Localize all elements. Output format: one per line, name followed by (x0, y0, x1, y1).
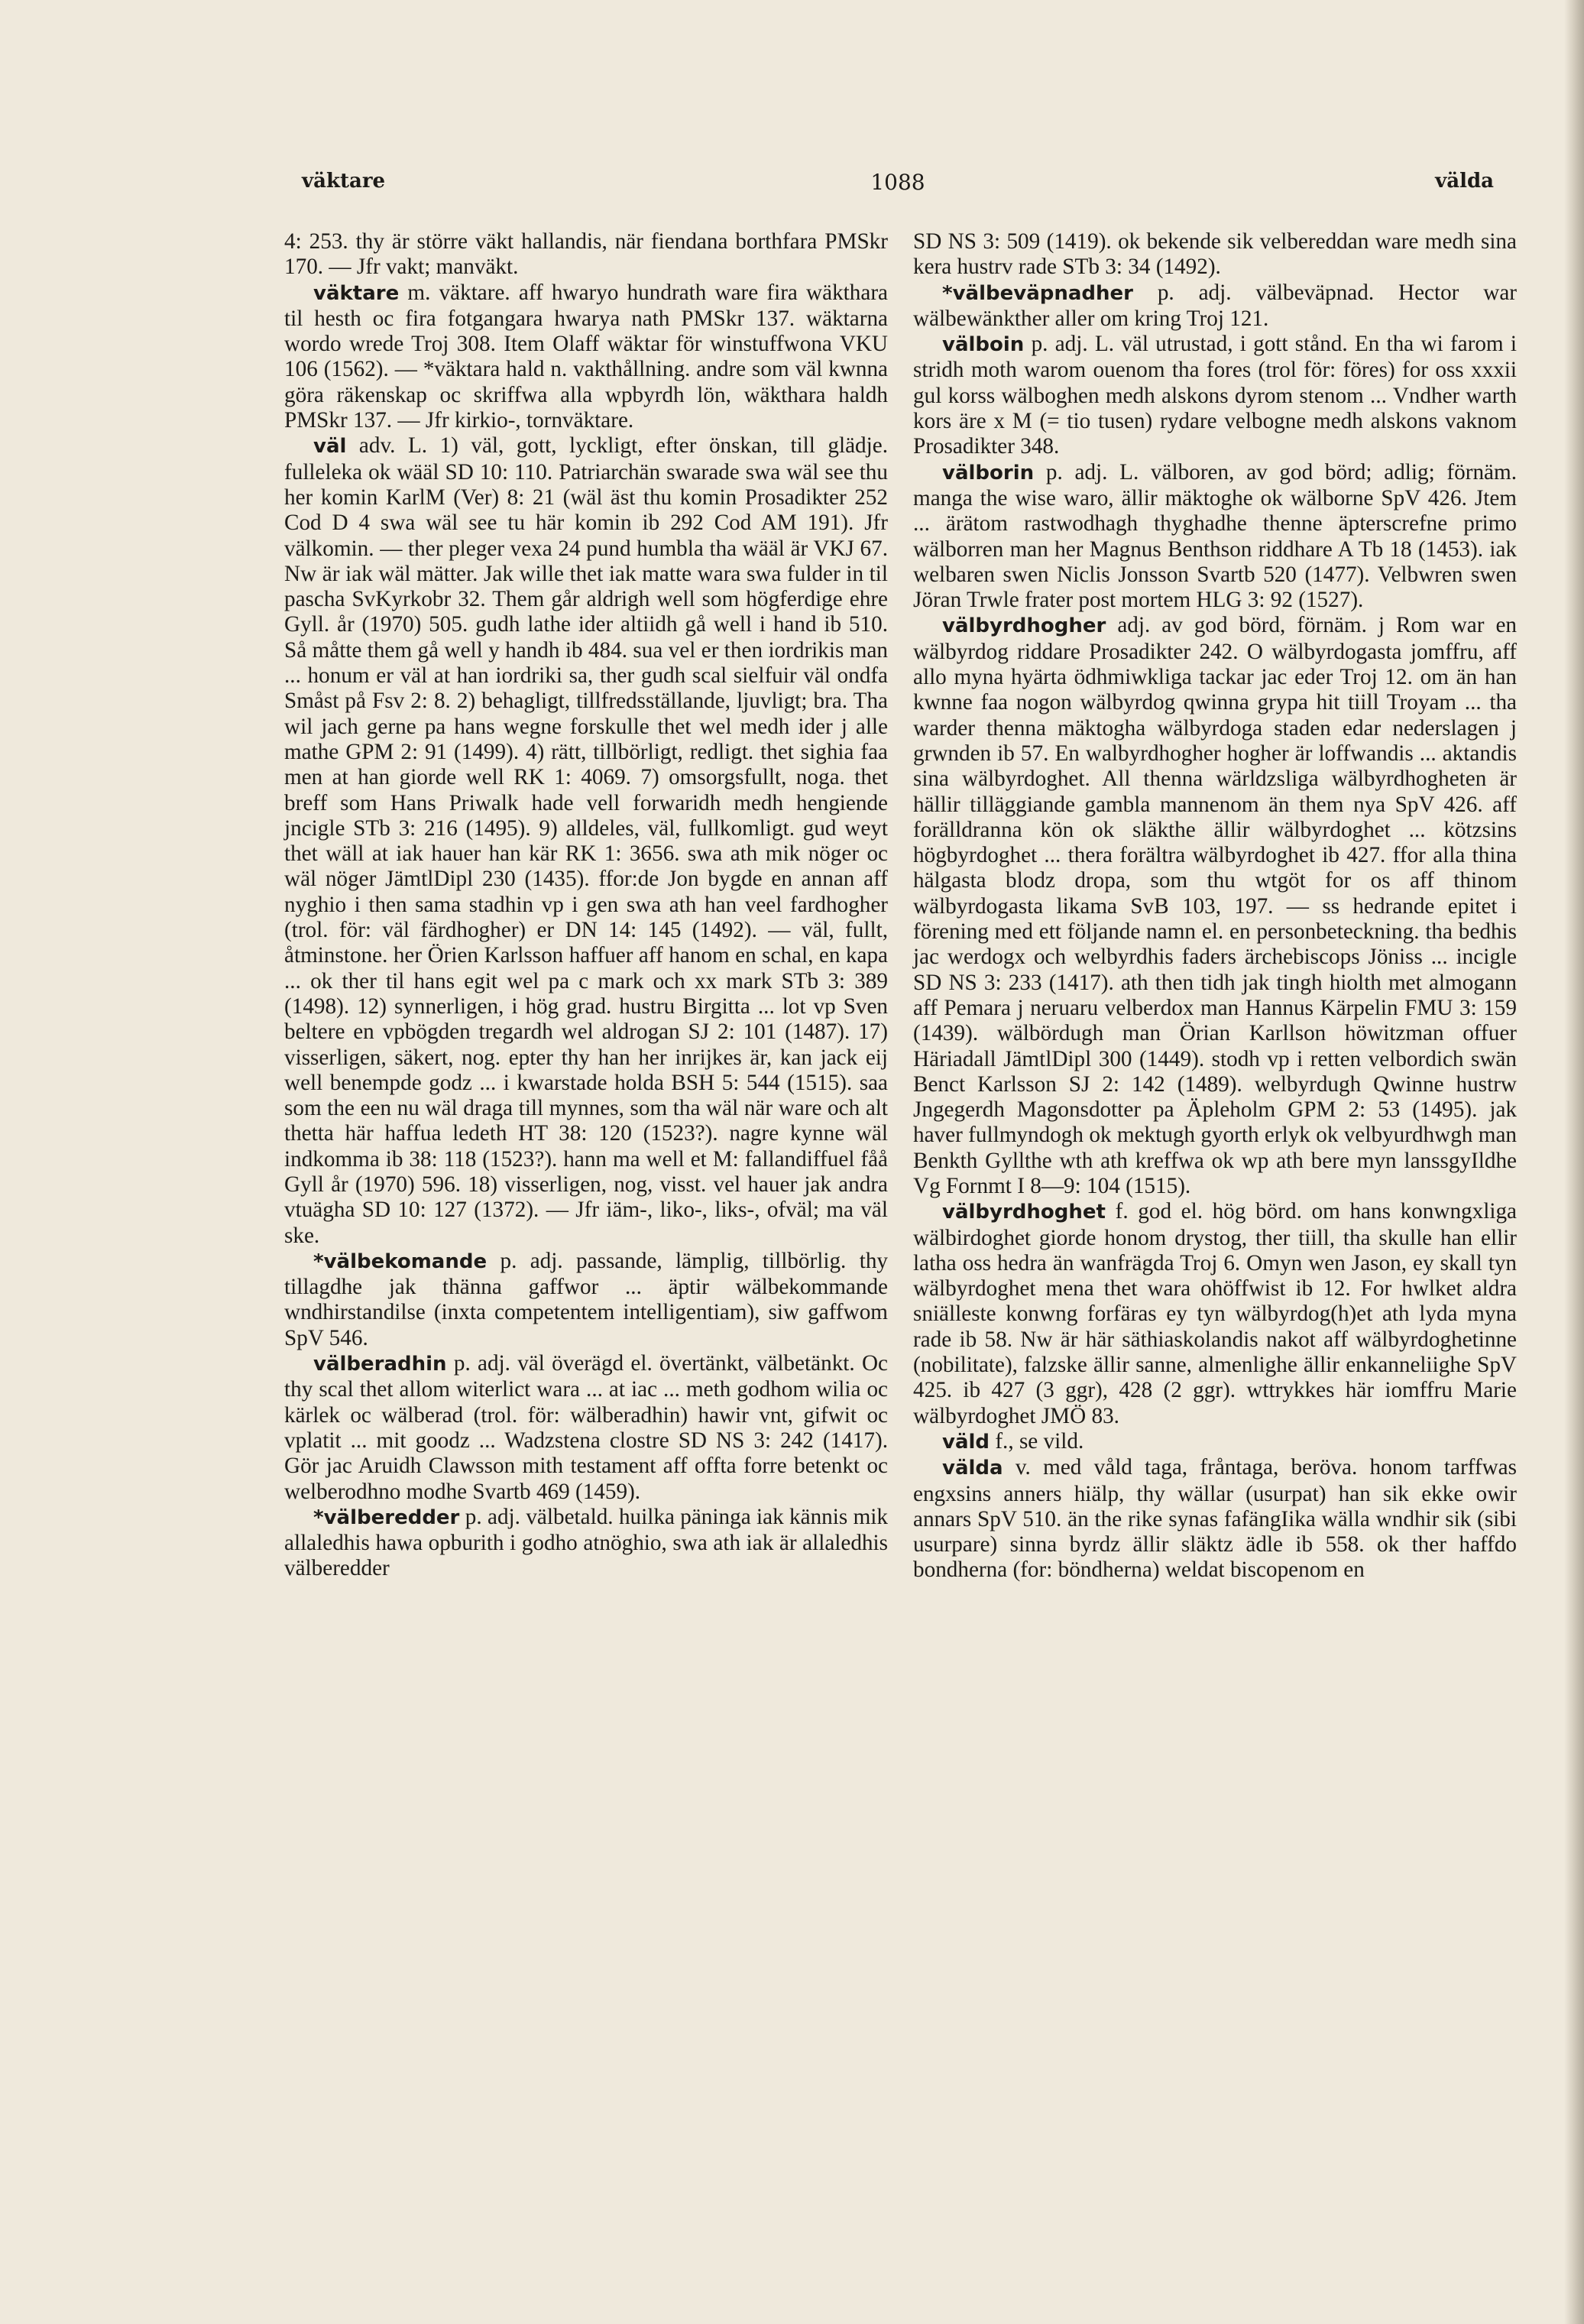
headword: väktare (313, 281, 400, 305)
entry-text: f. god el. hög börd. om hans konwngxliga wälbirdoghet giorde honom drystog, ther tiill, tha skulle han ellir latha oss hedra än wanfrägda Troj 6. Omyn wen Jason, ey skall tyn wälbyrdoghet mena thet wara ohöffwist ib 12. For hwlket aldra sniälleste konwng forfäras ey tyn wälbyrdog(h)et ath lyda myna rade ib 58. Nw är här säthiaskolandis nakot aff wälbyrdoghetinne (nobilitate), falzske ällir sanne, almenlighe ällir enkanneliighe SpV 425. ib 427 (3 ggr), 428 (2 ggr). wttrykkes här iomffru Marie wälbyrdoghet JMÖ 83. (913, 1199, 1517, 1428)
dictionary-entry (913, 332, 1517, 459)
dictionary-entry (913, 280, 1517, 332)
entry-text: p. adj. passande, lämplig, tillbörlig. thy tillagdhe jak thänna gaffwor ... äptir wälbekommande wndhirstandilse (inxta competentem intelligentiam), siw gaffwom SpV 546. (284, 1248, 889, 1350)
left-column (284, 229, 888, 1582)
headword: välberadhin (313, 1353, 447, 1376)
headword: välborin (942, 461, 1035, 485)
headword: *välbeväpnadher (942, 281, 1133, 305)
entry-text: SD NS 3: 509 (1419). ok bekende sik velbereddan ware medh sina kera hustrv rade STb 3: 34 (1492). (913, 229, 1517, 280)
dictionary-entry (284, 1351, 888, 1505)
headword: väl (313, 435, 347, 459)
entry-text: p. adj. väl överägd el. övertänkt, välbetänkt. Oc thy scal thet allom witerlict wara ... at iac ... meth godhom wilia oc kärlek oc wälberad (trol. för: wälberadhin) hawir vnt, gifwit oc vplatit ... mit goodz ... Wadzstena clostre SD NS 3: 242 (1417). Gör jac Aruidh Clawsson mith testament aff offta forre betenkt oc welberodhno modhe Svartb 469 (1459). (284, 1351, 889, 1504)
dictionary-entry (284, 433, 888, 1249)
entry-text: v. med våld taga, fråntaga, beröva. honom tarffwas engxsins anners hiälp, thy wällar (usurpat) han sik ekke owir annars SpV 510. än the rike synas fafängIika wälla wndhir sik (sibi usurpare) sinna byrdz ällir släktz ädle ib 558. ok ther haffdo bondherna (for: böndherna) weldat biscopenom en (913, 1455, 1517, 1583)
header-last-word: välda (1435, 170, 1494, 193)
headword: välda (942, 1457, 1003, 1480)
entry-text: p. adj. välbeväpnad. Hector war wälbewänkther aller om kring Troj 121. (913, 280, 1517, 331)
headword: *välbekomande (313, 1250, 488, 1273)
dictionary-entry (913, 1455, 1517, 1583)
dictionary-entry (284, 1505, 888, 1582)
scan-page-edge (1564, 0, 1584, 2324)
dictionary-entry (284, 280, 888, 434)
dictionary-entry (913, 460, 1517, 614)
dictionary-entry (913, 1429, 1517, 1455)
entry-text: p. adj. L. välboren, av god börd; adlig; förnäm. manga the wise waro, ällir mäktoghe ok wälborne SpV 426. Jtem ... ärätom rastwodhagh thyghadhe thenne äpterscrefne primo wälborren man her Magnus Benthson riddhare A Tb 18 (1453). iak welbaren swen Niclis Jonsson Svartb 520 (1477). Velbwren swen Jöran Trwle frater post mortem HLG 3: 92 (1527). (913, 459, 1518, 613)
header-first-word: väktare (302, 170, 386, 193)
entry-text: 4: 253. thy är större väkt hallandis, när fiendana borthfara PMSkr 170. — Jfr vakt; manväkt. (284, 229, 888, 280)
right-column (913, 229, 1517, 1583)
dictionary-entry (913, 613, 1517, 1199)
dictionary-entry (913, 1199, 1517, 1429)
headword: *välberedder (313, 1506, 460, 1529)
entry-text: adj. av god börd, förnäm. j Rom war en wälbyrdog riddare Prosadikter 242. O wälbyrdogasta jomffru, aff allo myna hyärta ödhmiwkliga tackar jac eder Troj 12. om än han kwnne faa nogon wälbyrdog qwinna grypa hit tiill Troyam ... tha warder thenna mäktogha wälbyrdoga staden edar nederslagen j grwnden ib 57. En walbyrdhogher hogher är loffwandis ... aktandis sina wälbyrdoghet. All thenna wärldzsliga wälbyrdhogheten är hällir tilläggiande gambla mannenom än them nya SpV 426. aff forälldranna kön ok släkthe ällir wälbyrdoghet ... kötzsins högbyrdoghet ... thera forältra wälbyrdoghet ib 427. ffor alla thina hälgasta blodz dropa, som thu wtgöt for os aff thinom wälbyrdogasta likama SvB 103, 197. — ss hedrande epitet i förening med ett följande namn el. en personbeteckning. tha bedhis jac werdogx och welbyrdhis faders ärchebiscops Jöniss ... incigle SD NS 3: 233 (1417). ath then tidh jak tingh hiolth met almogann aff Pemara j neruaru velberdox man Hannus Kärpelin FMU 3: 159 (1439). wälbördugh man Örian Karllson höwitzman offuer Häriadall JämtlDipl 300 (1449). stodh vp i retten velbordich swän Benct Karlsson SJ 2: 142 (1489). welbyrdugh Qwinne hustrw Jngegerdh Magonsdotter pa Äpleholm GPM 2: 53 (1495). jak haver fullmyndogh ok mektugh gyorth erlyk ok velbyurdhwgh man Benkth Gyllthe wth ath kreffwa ok wp ath bere myn lanssgyIldhe Vg Fornmt I 8—9: 104 (1515). (913, 613, 1518, 1198)
headword: välboin (942, 333, 1025, 357)
entry-text: f., se vild. (995, 1428, 1084, 1454)
headword: väld (942, 1430, 990, 1454)
running-header (302, 170, 1494, 200)
entry-text: p. adj. L. väl utrustad, i gott stånd. En tha wi farom i stridh moth warom ouenom tha fores (trol för: föres) for oss xxxii gul korss wälboghen medh alskons dyrom stenom ... Vndher warth kors äre x M (= tio tusen) rydare velbogne medh alskons vaknom Prosadikter 348. (913, 332, 1517, 459)
entry-text: adv. L. 1) väl, gott, lyckligt, efter önskan, till glädje. fulleleka ok wääl SD 10: 110. Patriarchän swarade swa wäl see thu her komin KarlM (Ver) 8: 21 (wäl äst thu komin Prosadikter 252 Cod D 4 swa wäl see tu här komin ib 292 Cod AM 191). Jfr välkomin. — ther pleger vexa 24 pund humbla tha wääl är VKJ 67. Nw är iak wäl mätter. Jak wille thet iak matte wara swa fulder in til pascha SvKyrkobr 32. Them går aldrigh well som högferdige ehre Gyll. år (1970) 505. gudh lathe ider altiidh gå well i hand ib 510. Så måtte them gå well y handh ib 484. sua vel er then iordrikis man ... honum er väl at han iordriki sa, ther gudh scal sielfuir väl ondfa Småst på Fsv 2: 8. 2) behagligt, tillfredsställande, ljuvligt; bra. Tha wil jach gerne pa hans wegne forskulle thet wel medh ider j alle mathe GPM 2: 91 (1499). 4) rätt, tillbörligt, redligt. thet sighia faa men at han giorde well RK 1: 4069. 7) omsorgsfullt, noga. thet breff som Hans Priwalk hade vell forwaridh medh hengiende jncigle STb 3: 216 (1495). 9) alldeles, väl, fullkomligt. gud weyt thet wäll at iak hauer han kär RK 1: 3656. swa ath mik nöger oc wäl nöger JämtlDipl 230 (1435). ffor:de Jon bygde en annan aff nyghio i then sama stadhin vp i gen swa ath han veel fardhogher (trol. för: väl färdhogher) er DN 14: 145 (1492). — väl, fullt, åtminstone. her Örien Karlsson haffuer aff hanom en schal, en kapa ... ok ther til hans egit wel pa c mark och xx mark STb 3: 389 (1498). 12) synnerligen, i hög grad. hustru Birgitta ... lot vp Sven beltere en vpbögden tregardh wel aldrogan SJ 2: 101 (1487). 17) visserligen, säkert, nog. epter thy han her inrijkes är, kan jack eij well benempde godz ... i kwarstade holda BSH 5: 544 (1515). saa som the een nu wäl draga till mynnes, som tha wäl när ware och alt thetta här haffua ledeth HT 38: 120 (1523?). nagre kynne wäl indkomma ib 38: 118 (1523?). hann ma well et M: fallandiffuel fåå Gyll år (1970) 596. 18) visserligen, nog, visst. vel hauer jak andra vtuägha SD 10: 127 (1372). — Jfr iäm-, liko-, liks-, ofväl; ma väl ske. (284, 433, 888, 1248)
headword: välbyrdhogher (942, 614, 1106, 638)
dictionary-entry (284, 1249, 888, 1351)
entry-text: p. adj. välbetald. huilka päninga iak kännis mik allaledhis hawa opburith i godho atnöghio, swa ath iak är allaledhis välberedder (284, 1504, 888, 1581)
continued-entry (284, 229, 888, 280)
headword: välbyrdhoghet (942, 1201, 1106, 1224)
page-number: 1088 (870, 170, 925, 195)
entry-text: m. väktare. aff hwaryo hundrath ware fira wäkthara til hesth oc fira fotgangara hwarya nath PMSkr 137. wäktarna wordo wrede Troj 308. Item Olaff wäktar för winstuffwona VKU 106 (1562). — *väktara hald n. vakthållning. andre som väl kwnna göra räkenskap oc skriffwa alla wpbyrdh lön, wäkthara haldh PMSkr 137. — Jfr kirkio-, tornväktare. (284, 280, 888, 433)
continued-entry (913, 229, 1517, 280)
